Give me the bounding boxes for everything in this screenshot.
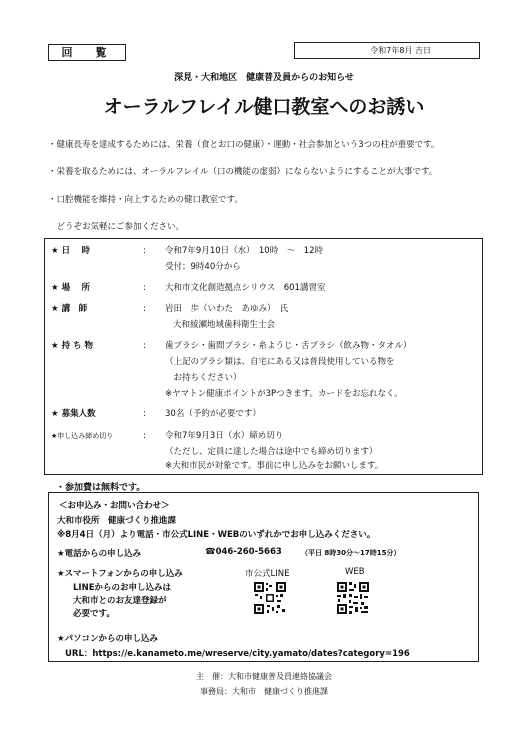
lecturer-label: ★ 講 師 (51, 304, 88, 314)
colon: : (143, 304, 146, 314)
points-note: ※ヤマトン健康ポイントが3Pつきます。カードをお忘れなく。 (165, 389, 403, 399)
intro-line-1: ・健康長寿を達成するためには、栄養（食とお口の健康）・運動・社会参加という3つの柱が重要です。 (48, 140, 440, 150)
line-note-1: LINEからのお申し込みは (73, 583, 171, 593)
colon: : (143, 283, 146, 293)
capacity-value: 30名（予約が必要です） (165, 409, 261, 419)
place-value: 大和市文化創造拠点シリウス 601講習室 (165, 283, 326, 293)
residents-note: ※大和市民が対象です。事前に申し込みをお願いします。 (165, 461, 384, 471)
contact-box (48, 492, 479, 662)
footer-sponsor: 主 催：大和市健康普及員連絡協議会 (196, 672, 332, 681)
registration-url[interactable]: URL：https://e.kanameto.me/wreserve/city.yamato/dates?category=196 (65, 649, 410, 659)
web-qr-code-icon[interactable] (336, 581, 370, 615)
lecturer-name: 岩田 歩（いわた あゆみ） 氏 (165, 304, 289, 314)
contact-heading: ＜お申込み・お問い合わせ＞ (59, 501, 170, 511)
date-value: 令和7年9月10日（水） 10時 ～ 12時 (165, 246, 324, 256)
intro-line-4: どうぞお気軽にご参加ください。 (48, 222, 185, 232)
phone-label: ★電話からの申し込み (57, 549, 142, 559)
line-note-2: 大和市とのお友達登録が (73, 596, 167, 606)
place-label: ★ 場 所 (51, 283, 91, 293)
items-note-2: お持ちください） (165, 373, 242, 383)
web-qr-label: WEB (345, 567, 365, 577)
circulation-box: 回 覧 (48, 44, 126, 61)
footer-office: 事務局：大和市 健康づくり推進課 (200, 687, 328, 696)
date-label: ★ 日 時 (51, 246, 91, 256)
line-qr-label: 市公式LINE (245, 569, 290, 579)
free-note: ・参加費は無料です。 (56, 483, 146, 493)
subtitle: 深見・大和地区 健康普及員からのお知らせ (174, 73, 354, 83)
contact-notice: ※8月4日（月）より電話・市公式LINE・WEBのいずれかでお申し込みください。 (57, 530, 376, 540)
deadline-note: （ただし、定員に達した場合は途中でも締め切ります） (165, 447, 378, 457)
colon: : (143, 341, 146, 351)
intro-line-3: ・口腔機能を維持・向上するための健口教室です。 (48, 195, 243, 205)
phone-number[interactable]: ☎046-260-5663 (205, 547, 282, 557)
items-label: ★ 持 ち 物 (51, 341, 93, 351)
date-box: 令和7年8月 吉日 (294, 42, 480, 59)
capacity-label: ★ 募集人数 (51, 409, 96, 419)
deadline-label: ★申し込み締め切り (51, 432, 114, 440)
reception-time: 受付；9時40分から (165, 262, 241, 272)
deadline-value: 令和7年9月3日（水）締め切り (165, 431, 284, 441)
page-title: オーラルフレイル健口教室へのお誘い (103, 96, 425, 118)
colon: : (143, 431, 146, 441)
smartphone-label: ★スマートフォンからの申し込み (57, 569, 183, 579)
colon: : (143, 246, 146, 256)
pc-label: ★パソコンからの申し込み (57, 634, 158, 644)
contact-office: 大和市役所 健康づくり推進課 (57, 516, 177, 526)
items-note-1: （上記のブラシ類は、自宅にある又は普段使用している物を (165, 357, 395, 367)
colon: : (143, 409, 146, 419)
line-note-3: 必要です。 (73, 609, 115, 619)
event-info-table (44, 238, 483, 475)
phone-hours: （平日 8時30分～17時15分） (301, 549, 401, 557)
intro-line-2: ・栄養を取るためには、オーラルフレイル（口の機能の虚弱）にならないようにすることが大事です。 (48, 167, 438, 177)
lecturer-org: 大和綾瀬地域歯科衛生士会 (173, 320, 276, 330)
items-value: 歯ブラシ・歯間ブラシ・糸ようじ・舌ブラシ（飲み物・タオル） (165, 341, 412, 351)
line-qr-code-icon[interactable] (253, 581, 287, 615)
